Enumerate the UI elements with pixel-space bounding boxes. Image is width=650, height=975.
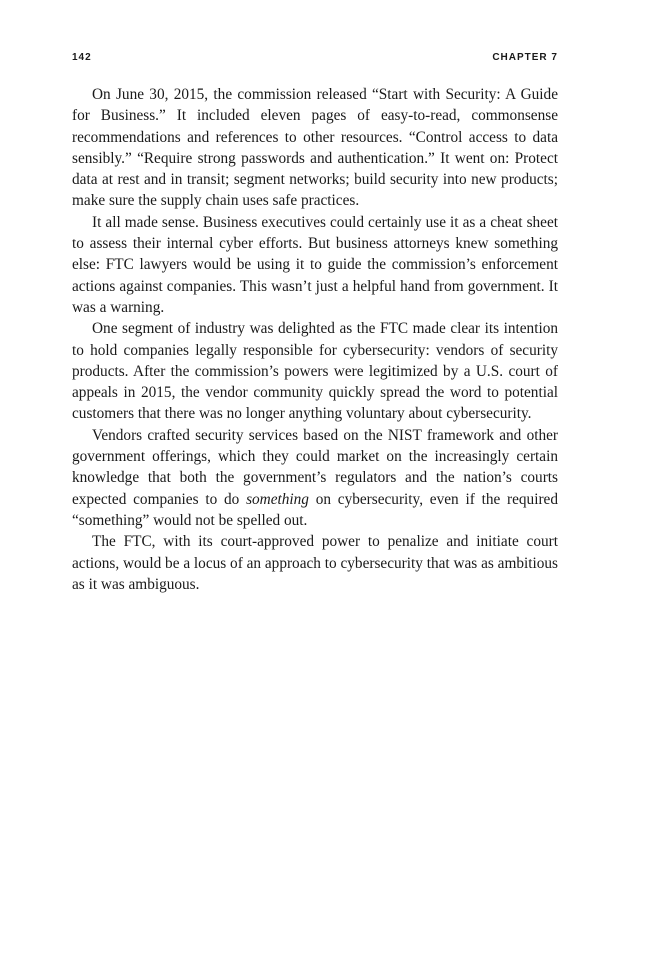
paragraph-5: The FTC, with its court-approved power to penalize and initiate court actions, would be a locus of an approach to cybersecurity that was as ambitious as it was ambiguous. — [72, 533, 558, 593]
paragraph-2: It all made sense. Business executives could certainly use it as a cheat sheet to assess their internal cyber efforts. But business attorneys knew something else: FTC lawyers would be using it to guide the commission’s enforcement actions against companies. This wasn’t just a helpful hand from government. It was a warning. — [72, 213, 558, 316]
paragraph-4-text-before: Vendors crafted security services based on the NIST framework and other government offerings, which they could market on the increasingly certain knowledge that both the government’s regulators and the nation’s courts expected companies to do — [72, 426, 558, 508]
paragraph-3: One segment of industry was delighted as the FTC made clear its intention to hold companies legally responsible for cybersecurity: vendors of security products. After the commission’s powers were legitimized by a U.S. court of appeals in 2015, the vendor community quickly spread the word to potential customers that there was no longer anything voluntary about cybersecurity. — [72, 320, 558, 423]
chapter-label: CHAPTER 7 — [492, 52, 558, 63]
paragraph-1: On June 30, 2015, the commission released “Start with Security: A Guide for Business.” It included eleven pages of easy-to-read, commonsense recommendations and references to other resources. “Control access to data sensibly.” “Require strong passwords and authentication.” It went on: Protect data at rest and in transit; segment networks; build security into new products; make sure the supply chain uses safe practices. — [72, 86, 558, 210]
page-number: 142 — [72, 52, 92, 63]
paragraph-4-emphasis: something — [246, 490, 309, 508]
body-text — [72, 84, 558, 595]
paragraph-4 — [72, 425, 558, 531]
running-head — [72, 52, 558, 66]
paragraph-4-text-after: on cybersecurity, even if the required “something” would not be spelled out. — [72, 490, 558, 529]
